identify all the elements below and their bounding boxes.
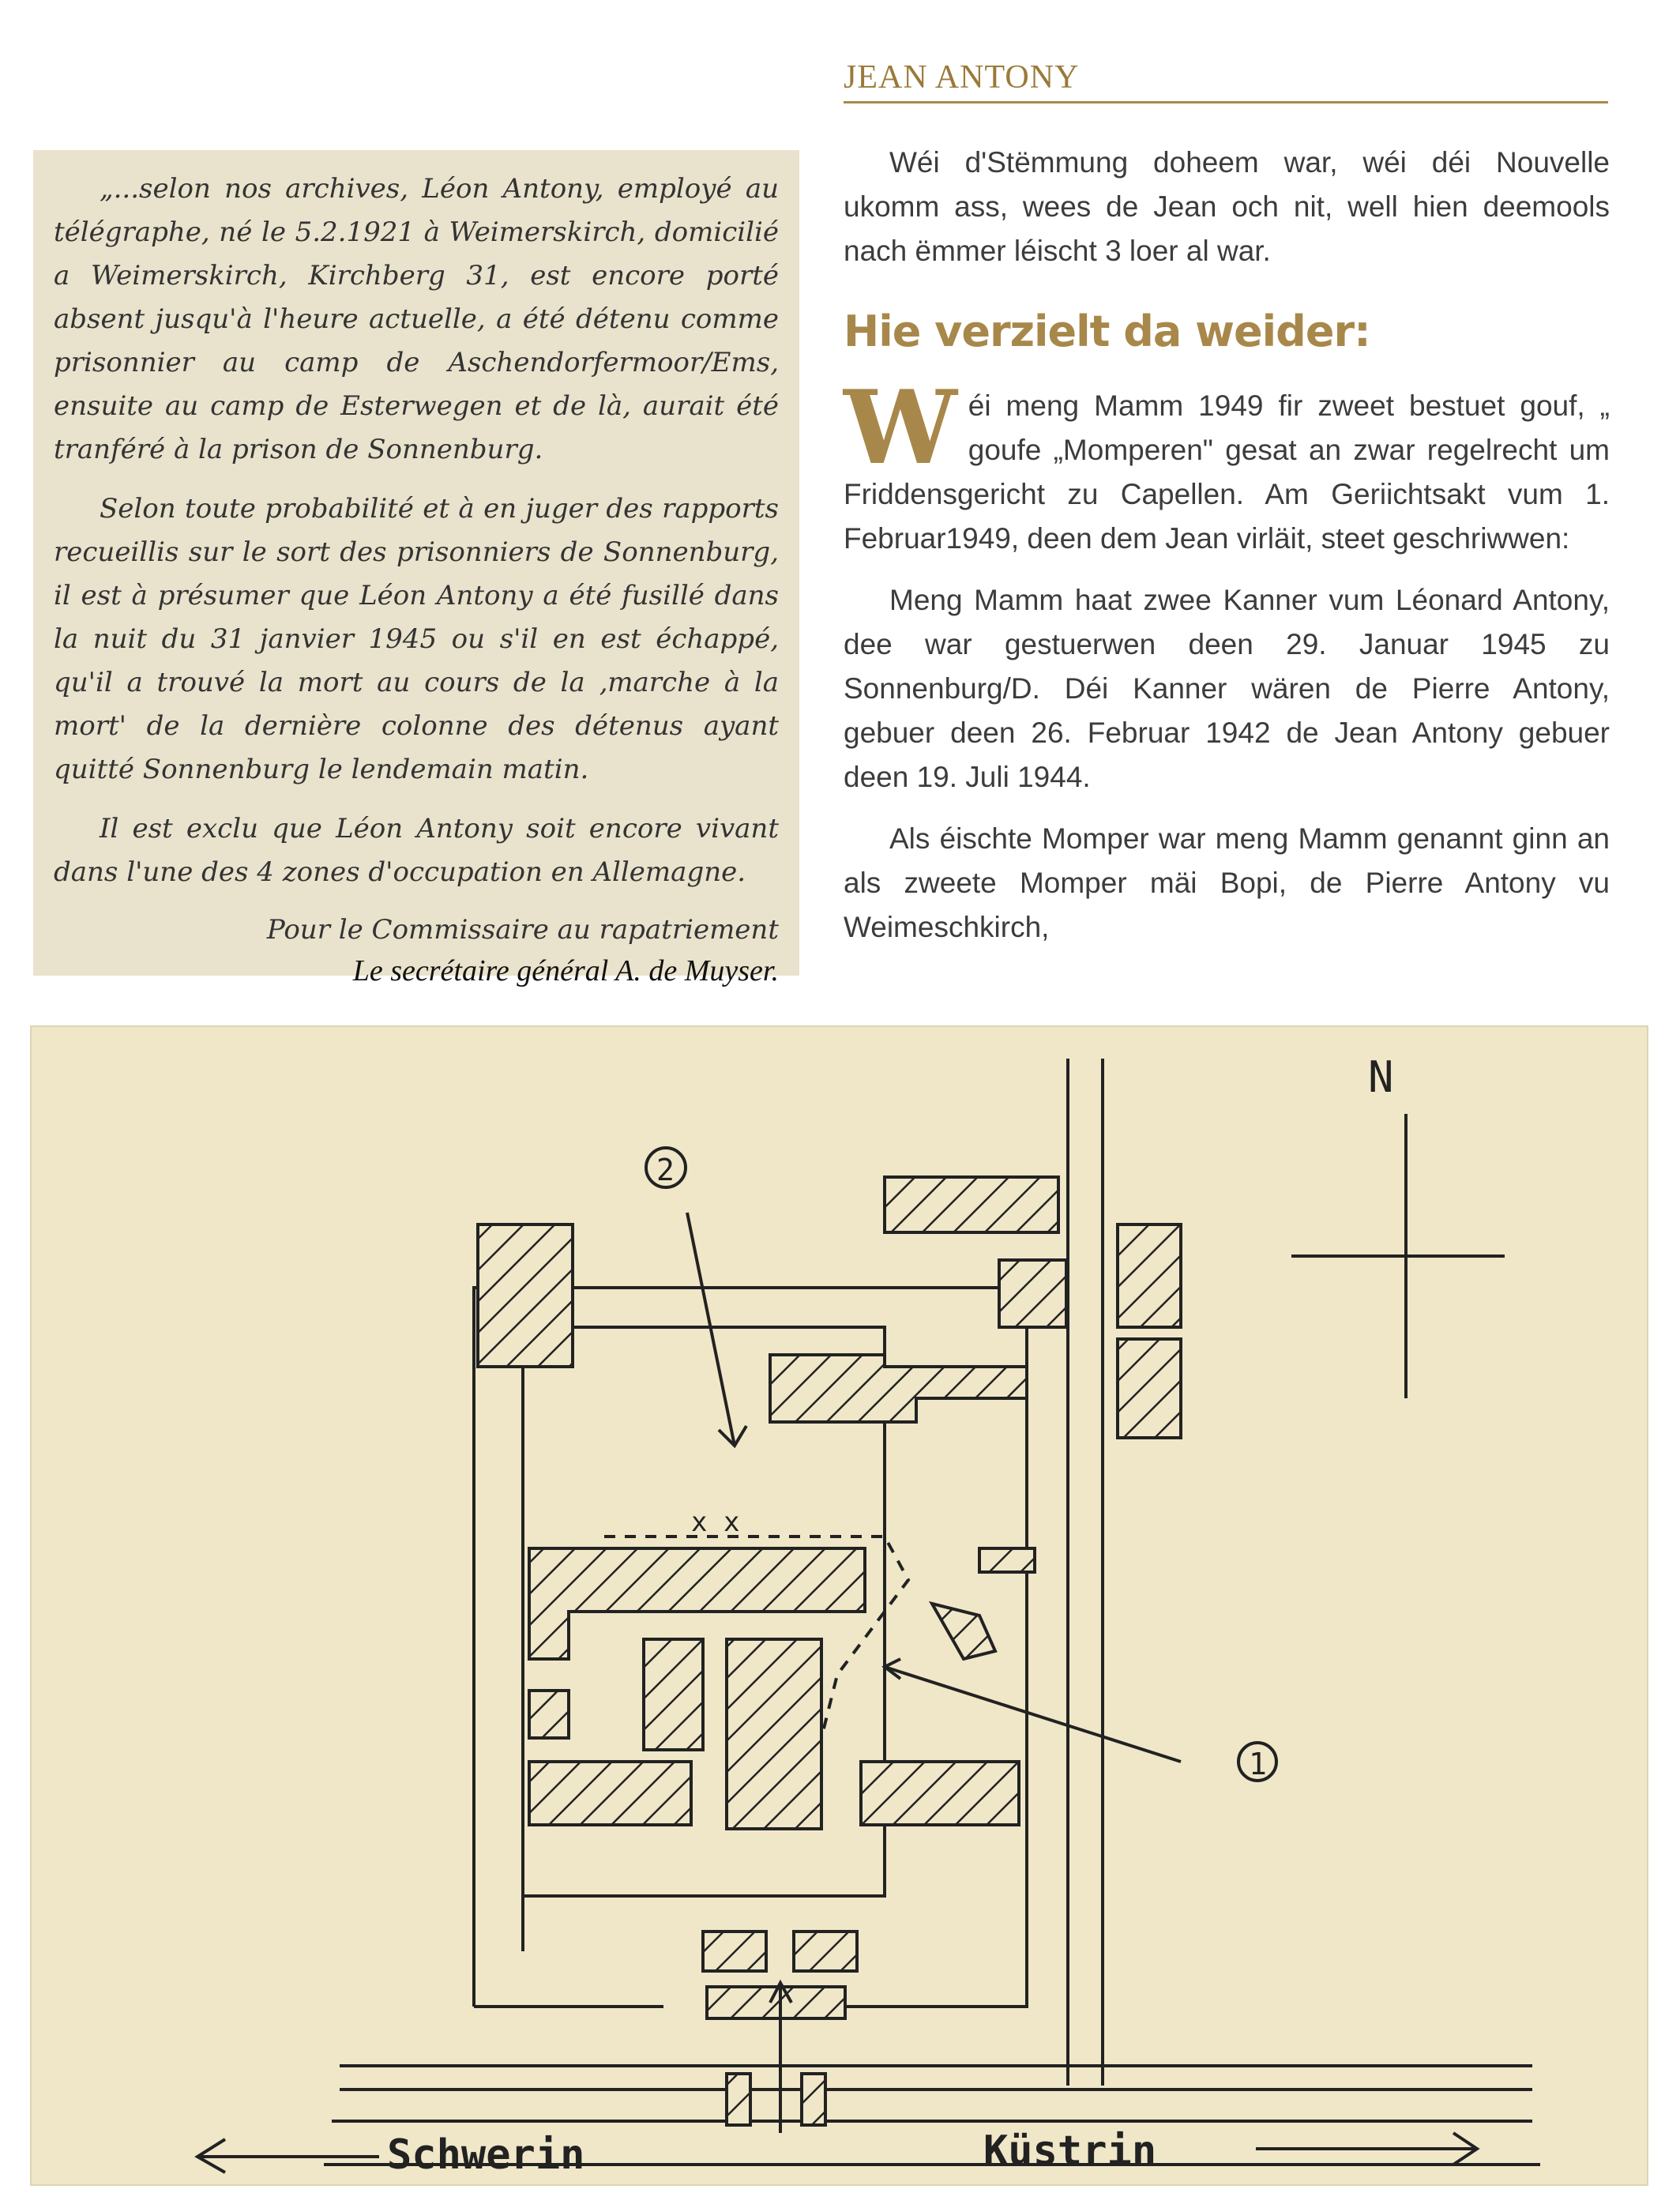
schwerin-label: Schwerin <box>387 2131 585 2179</box>
quote-paragraph-1: „...selon nos archives, Léon Antony, employé au télégraphe, né le 5.2.1921 à Weimerskirch, domicilié a Weimerskirch, Kirchberg 31, est encore porté absent jusqu'à l'heure actuelle, a été détenu comme prisonnier au camp de Aschendorfermoor/Ems, ensuite au camp de Esterwegen et de là, aurait été tranféré à la prison de Sonnenburg. <box>54 173 779 465</box>
building-north-wing <box>770 1355 1027 1422</box>
marker-1-arrow <box>885 1667 1181 1762</box>
gate-post-right <box>794 1932 857 1971</box>
article-intro: Wéi d'Stëmmung doheem war, wéi déi Nouvelle ukomm ass, wees de Jean och nit, well hien deemools nach ëmmer léischt 3 loer al war. <box>844 146 1610 267</box>
article-heading: Hie verzielt da weider: <box>844 307 1370 356</box>
article-paragraph-1-text: éi meng Mamm 1949 fir zweet bestuet gouf, „ goufe „Momperen" gesat an zwar regelrecht um Friddensgericht zu Capellen. Am Geriichtsakt vum 1. Februar1949, deen dem Jean virläit, steet geschriwwen: <box>844 389 1610 555</box>
quote-paragraph-3: Il est exclu que Léon Antony soit encore vivant dans l'une des 4 zones d'occupation en Allemagne. <box>54 813 779 888</box>
building-ne-3 <box>999 1260 1066 1327</box>
quote-signature-name: Le secrétaire général A. de Muyser. <box>352 954 779 987</box>
gate-post-left <box>703 1932 766 1971</box>
building-ne-2 <box>1118 1224 1181 1327</box>
building-nw <box>478 1224 573 1367</box>
building-west-small <box>529 1691 569 1738</box>
quote-signature-title: Pour le Commissaire au rapatriement <box>266 914 779 946</box>
building-south-right <box>861 1762 1019 1825</box>
article-paragraph-1 <box>844 369 1610 561</box>
drop-cap: W <box>844 369 957 487</box>
archive-quote-box <box>33 150 799 987</box>
building-ne-1 <box>885 1177 1058 1232</box>
building-center-left <box>644 1639 703 1750</box>
building-east-small <box>932 1604 995 1659</box>
building-south-left <box>529 1762 691 1825</box>
quote-paragraph-2: Selon toute probabilité et à en juger des rapports recueillis sur le sort des prisonniers de Sonnenburg, il est à présumer que Léon Antony a été fusillé dans la nuit du 31 janvier 1945 ou s'il en est échappé, qu'il a trouvé la mort au cours de la ‚marche à la mort' de la dernière colonne des détenus ayant quitté Sonnenburg le lendemain matin. <box>54 493 779 785</box>
section-title: JEAN ANTONY <box>844 57 1608 103</box>
north-label: N <box>1368 1052 1394 1102</box>
article-paragraph-2: Meng Mamm haat zwee Kanner vum Léonard Antony, dee war gestuerwen deen 29. Januar 1945 zu Sonnenburg/D. Déi Kanner wären de Pierre Antony, gebuer deen 26. Februar 1942 de Jean Antony gebuer deen 19. Juli 1944. <box>844 584 1610 793</box>
building-east-hut <box>979 1548 1035 1572</box>
sonnenburg-sketch-map <box>32 1027 1647 2184</box>
article-paragraph-3: Als éischte Momper war meng Mamm genannt ginn an als zweete Momper mäi Bopi, de Pierre Antony vu Weimeschkirch, <box>844 822 1610 943</box>
map-drawing <box>32 1027 1647 2184</box>
road-post-right <box>802 2074 825 2125</box>
building-center <box>727 1639 821 1829</box>
article-column <box>844 141 1610 967</box>
path-marks-label: x x <box>691 1507 740 1538</box>
building-ne-4 <box>1118 1339 1181 1438</box>
marker-2-arrow <box>687 1213 735 1446</box>
marker-2-label: 2 <box>656 1153 675 1187</box>
marker-1-label: 1 <box>1249 1747 1267 1781</box>
road-post-left <box>727 2074 750 2125</box>
kustrin-label: Küstrin <box>983 2127 1157 2175</box>
